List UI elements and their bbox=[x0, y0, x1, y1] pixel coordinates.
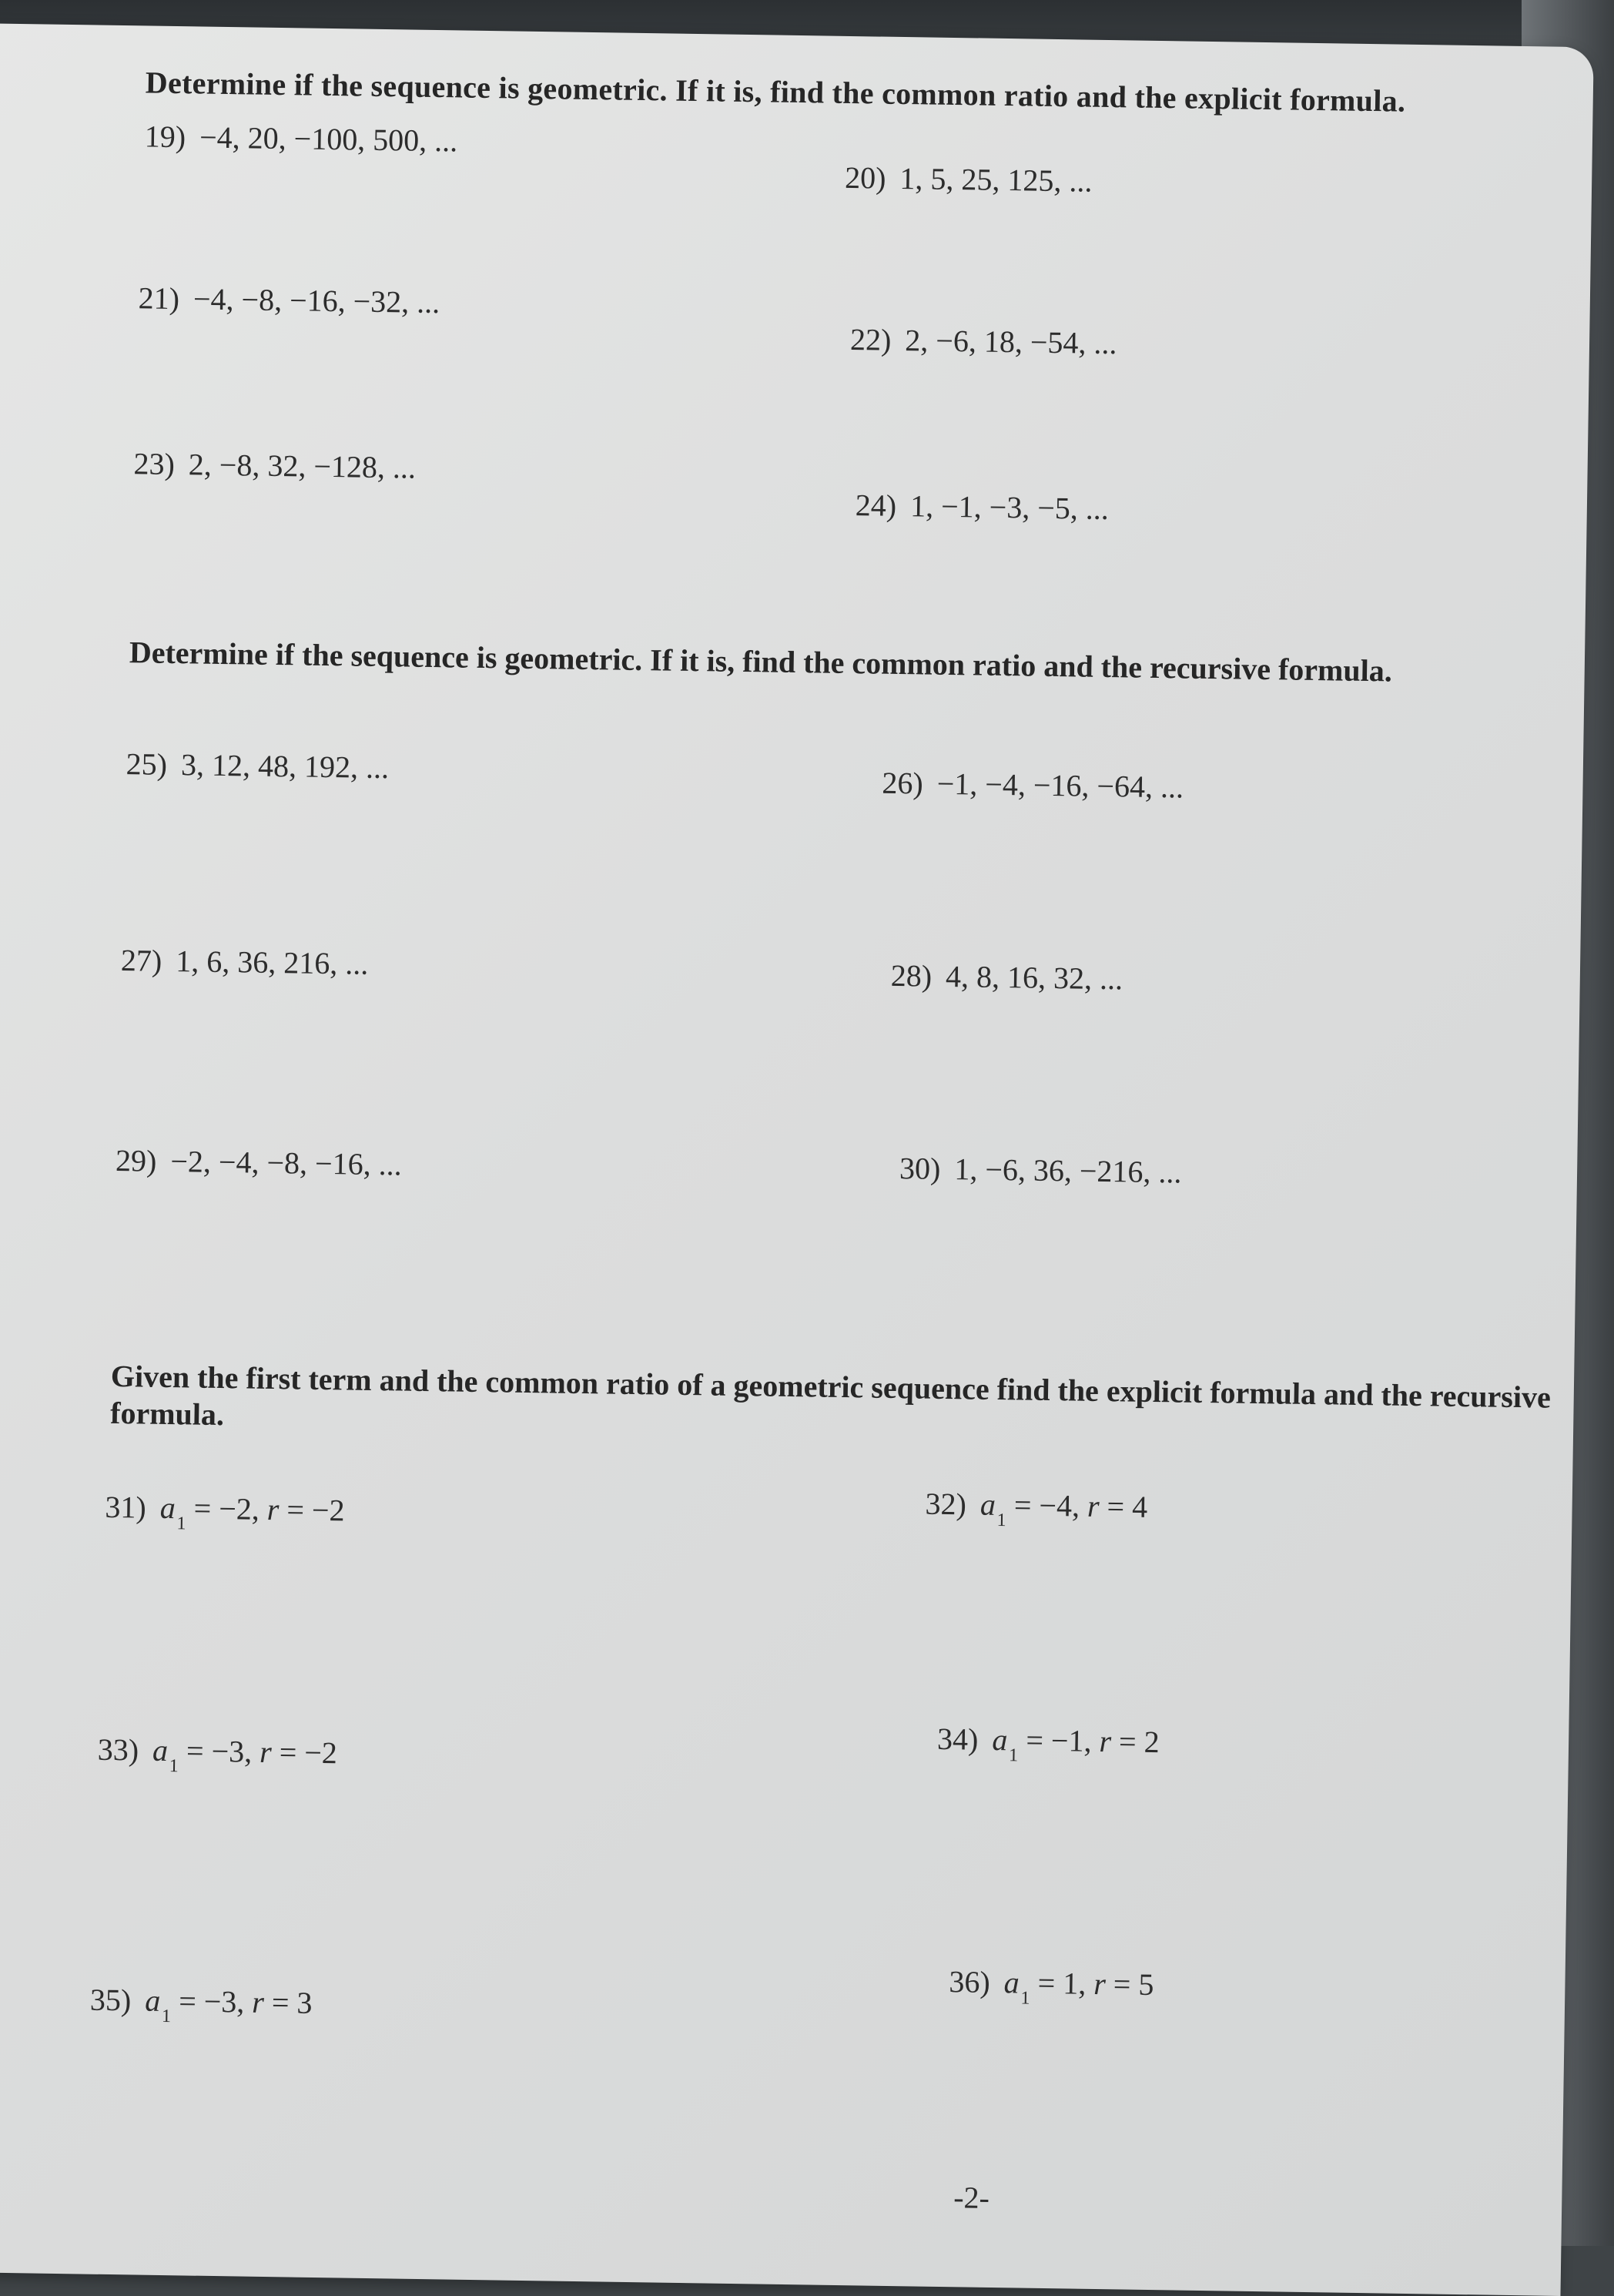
problem-number: 31) bbox=[105, 1489, 147, 1525]
problem-28 bbox=[890, 957, 1123, 997]
first-term-value: = −2, bbox=[186, 1490, 268, 1527]
problem-number: 32) bbox=[925, 1486, 967, 1522]
section-1-instruction: Determine if the sequence is geometric. If it is, find the common ratio and the explicit formula. bbox=[145, 65, 1406, 119]
first-term-value: = −4, bbox=[1006, 1487, 1088, 1523]
ratio-value: = 3 bbox=[263, 1984, 313, 2020]
problem-sequence: 1, 6, 36, 216, ... bbox=[175, 944, 369, 981]
problem-number: 35) bbox=[89, 1982, 132, 2018]
section-3-instruction: Given the first term and the common ratio of a geometric sequence find the explicit formula and the recursive formula. bbox=[109, 1358, 1552, 1433]
problem-31 bbox=[105, 1489, 345, 1545]
problem-29 bbox=[116, 1142, 402, 1184]
problem-number: 28) bbox=[890, 957, 933, 994]
ratio-value: = 4 bbox=[1099, 1488, 1148, 1524]
problem-number: 22) bbox=[849, 322, 892, 357]
variable-r: r bbox=[252, 1984, 265, 2019]
problem-sequence: −4, −8, −16, −32, ... bbox=[193, 281, 440, 320]
problem-sequence: 1, −1, −3, −5, ... bbox=[909, 488, 1110, 527]
problem-number: 20) bbox=[844, 159, 886, 196]
problem-sequence: 3, 12, 48, 192, ... bbox=[180, 747, 390, 786]
problem-19 bbox=[144, 118, 457, 159]
variable-a: a bbox=[992, 1721, 1008, 1758]
problem-sequence: 2, −6, 18, −54, ... bbox=[905, 323, 1117, 361]
problem-36 bbox=[949, 1963, 1154, 2019]
problem-number: 19) bbox=[144, 119, 186, 155]
problem-30 bbox=[899, 1150, 1182, 1191]
variable-a: a bbox=[159, 1490, 176, 1526]
subscript: 1 bbox=[169, 1756, 179, 1777]
problem-sequence: −4, 20, −100, 500, ... bbox=[199, 119, 458, 159]
problem-35 bbox=[89, 1982, 313, 2037]
problem-number: 21) bbox=[138, 280, 180, 317]
problem-sequence: 2, −8, 32, −128, ... bbox=[188, 447, 417, 485]
problem-sequence: 1, −6, 36, −216, ... bbox=[954, 1151, 1182, 1190]
first-term-value: = −3, bbox=[170, 1983, 253, 2019]
problem-21 bbox=[138, 280, 440, 321]
variable-r: r bbox=[259, 1734, 273, 1770]
variable-a: a bbox=[144, 1983, 161, 2018]
problem-33 bbox=[97, 1731, 337, 1788]
ratio-value: = −2 bbox=[271, 1735, 338, 1771]
first-term-value: = 1, bbox=[1030, 1965, 1094, 2001]
problem-number: 36) bbox=[949, 1964, 991, 1999]
problem-sequence: 4, 8, 16, 32, ... bbox=[945, 958, 1123, 997]
problem-34 bbox=[936, 1721, 1160, 1776]
problem-number: 30) bbox=[899, 1151, 941, 1186]
subscript: 1 bbox=[996, 1510, 1006, 1531]
problem-sequence: 1, 5, 25, 125, ... bbox=[899, 160, 1093, 199]
variable-r: r bbox=[1099, 1724, 1112, 1759]
problem-number: 26) bbox=[882, 765, 924, 801]
ratio-value: = 2 bbox=[1110, 1724, 1160, 1760]
problem-number: 34) bbox=[936, 1721, 979, 1757]
problem-27 bbox=[121, 942, 369, 983]
problem-23 bbox=[133, 445, 416, 486]
first-term-value: = −3, bbox=[178, 1733, 260, 1769]
ratio-value: = −2 bbox=[279, 1492, 345, 1528]
ratio-value: = 5 bbox=[1105, 1966, 1154, 2003]
variable-a: a bbox=[152, 1732, 169, 1768]
problem-32 bbox=[925, 1486, 1148, 1541]
problem-number: 33) bbox=[97, 1731, 139, 1768]
problem-number: 25) bbox=[126, 746, 168, 782]
problem-sequence: −2, −4, −8, −16, ... bbox=[170, 1144, 402, 1182]
variable-r: r bbox=[1087, 1488, 1100, 1523]
variable-a: a bbox=[979, 1487, 996, 1522]
problem-26 bbox=[882, 765, 1184, 806]
problem-20 bbox=[845, 159, 1093, 200]
subscript: 1 bbox=[161, 2006, 172, 2027]
variable-r: r bbox=[1093, 1966, 1107, 2002]
page-number: -2- bbox=[953, 2180, 990, 2215]
problem-number: 27) bbox=[120, 943, 162, 978]
section-2-instruction: Determine if the sequence is geometric. If it is, find the common ratio and the recursive formula. bbox=[129, 635, 1393, 689]
problem-number: 23) bbox=[133, 446, 176, 482]
subscript: 1 bbox=[1020, 1988, 1030, 2009]
variable-a: a bbox=[1003, 1965, 1020, 2000]
problem-sequence: −1, −4, −16, −64, ... bbox=[936, 766, 1184, 805]
subscript: 1 bbox=[176, 1513, 186, 1534]
problem-24 bbox=[855, 487, 1109, 528]
problem-25 bbox=[126, 746, 389, 786]
variable-r: r bbox=[266, 1491, 280, 1527]
worksheet-page bbox=[0, 23, 1594, 2296]
problem-22 bbox=[850, 321, 1117, 362]
problem-number: 29) bbox=[115, 1142, 157, 1178]
problem-number: 24) bbox=[855, 488, 897, 523]
subscript: 1 bbox=[1008, 1745, 1019, 1766]
first-term-value: = −1, bbox=[1018, 1722, 1100, 1759]
